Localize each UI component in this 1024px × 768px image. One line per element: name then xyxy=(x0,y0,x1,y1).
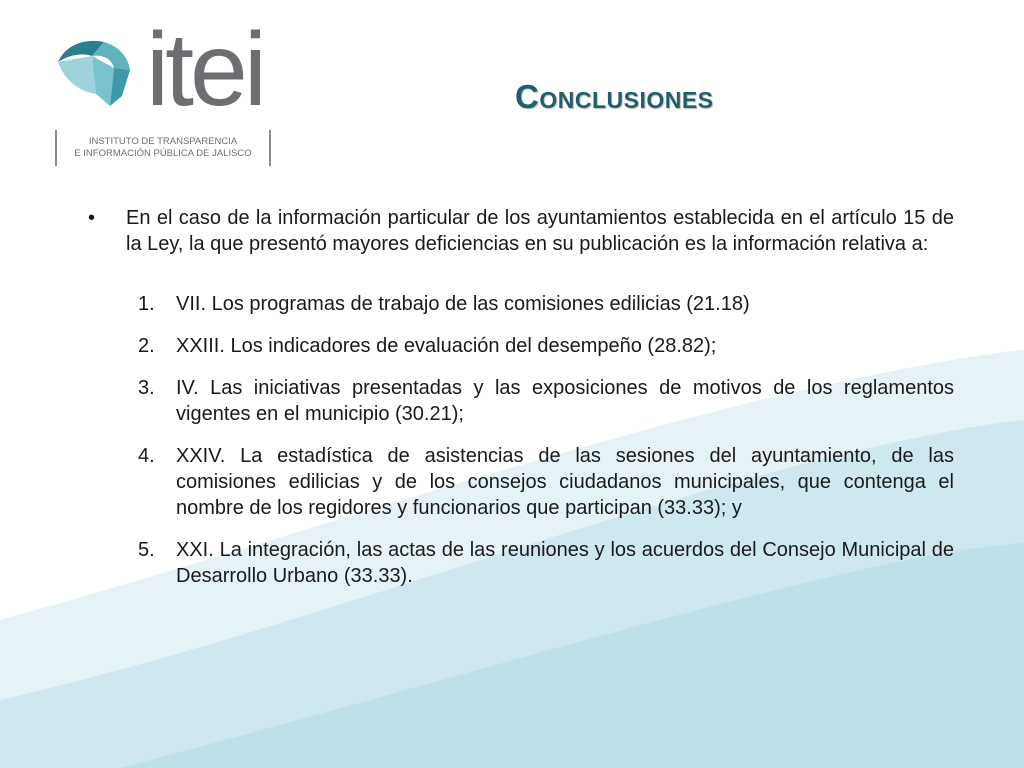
list-item xyxy=(138,443,954,521)
list-item-number: 4. xyxy=(138,445,155,467)
list-item-number: 2. xyxy=(138,335,155,357)
itei-logo xyxy=(52,12,292,172)
list-item xyxy=(138,333,954,359)
list-item-number: 3. xyxy=(138,377,155,399)
list-item xyxy=(138,537,954,589)
bullet-marker: • xyxy=(88,207,96,229)
logo-subtitle-line1: INSTITUTO DE TRANSPARENCIA xyxy=(88,136,238,147)
logo-subtitle-line2: E INFORMACIÓN PÚBLICA DE JALISCO xyxy=(74,148,252,159)
list-item xyxy=(138,291,954,317)
slide-content xyxy=(88,205,954,605)
conclusions-list xyxy=(88,291,954,589)
logo-wordmark: itei xyxy=(146,12,263,128)
list-item-number: 5. xyxy=(138,539,155,561)
list-item xyxy=(138,375,954,427)
list-item-text: IV. Las iniciativas presentadas y las exposiciones de motivos de los reglamentos vigentes en el municipio (30.21); xyxy=(176,377,954,425)
list-item-text: XXIII. Los indicadores de evaluación del desempeño (28.82); xyxy=(176,335,717,357)
logo-subtitle xyxy=(55,130,271,166)
list-item-text: XXIV. La estadística de asistencias de las sesiones del ayuntamiento, de las comisiones edilicias y de los consejos ciudadanos municipales, que contenga el nombre de los regidores y funcionarios que participan (33.33); y xyxy=(176,445,954,519)
logo-mark-icon xyxy=(52,34,142,114)
page-title: Conclusiones xyxy=(515,78,714,115)
intro-text: En el caso de la información particular de los ayuntamientos establecida en el artículo 15 de la Ley, la que presentó mayores deficiencias en su publicación es la información relativa a: xyxy=(126,207,954,255)
list-item-text: VII. Los programas de trabajo de las comisiones edilicias (21.18) xyxy=(176,293,750,315)
list-item-number: 1. xyxy=(138,293,155,315)
list-item-text: XXI. La integración, las actas de las reuniones y los acuerdos del Consejo Municipal de Desarrollo Urbano (33.33). xyxy=(176,539,954,587)
intro-bullet xyxy=(88,205,954,257)
